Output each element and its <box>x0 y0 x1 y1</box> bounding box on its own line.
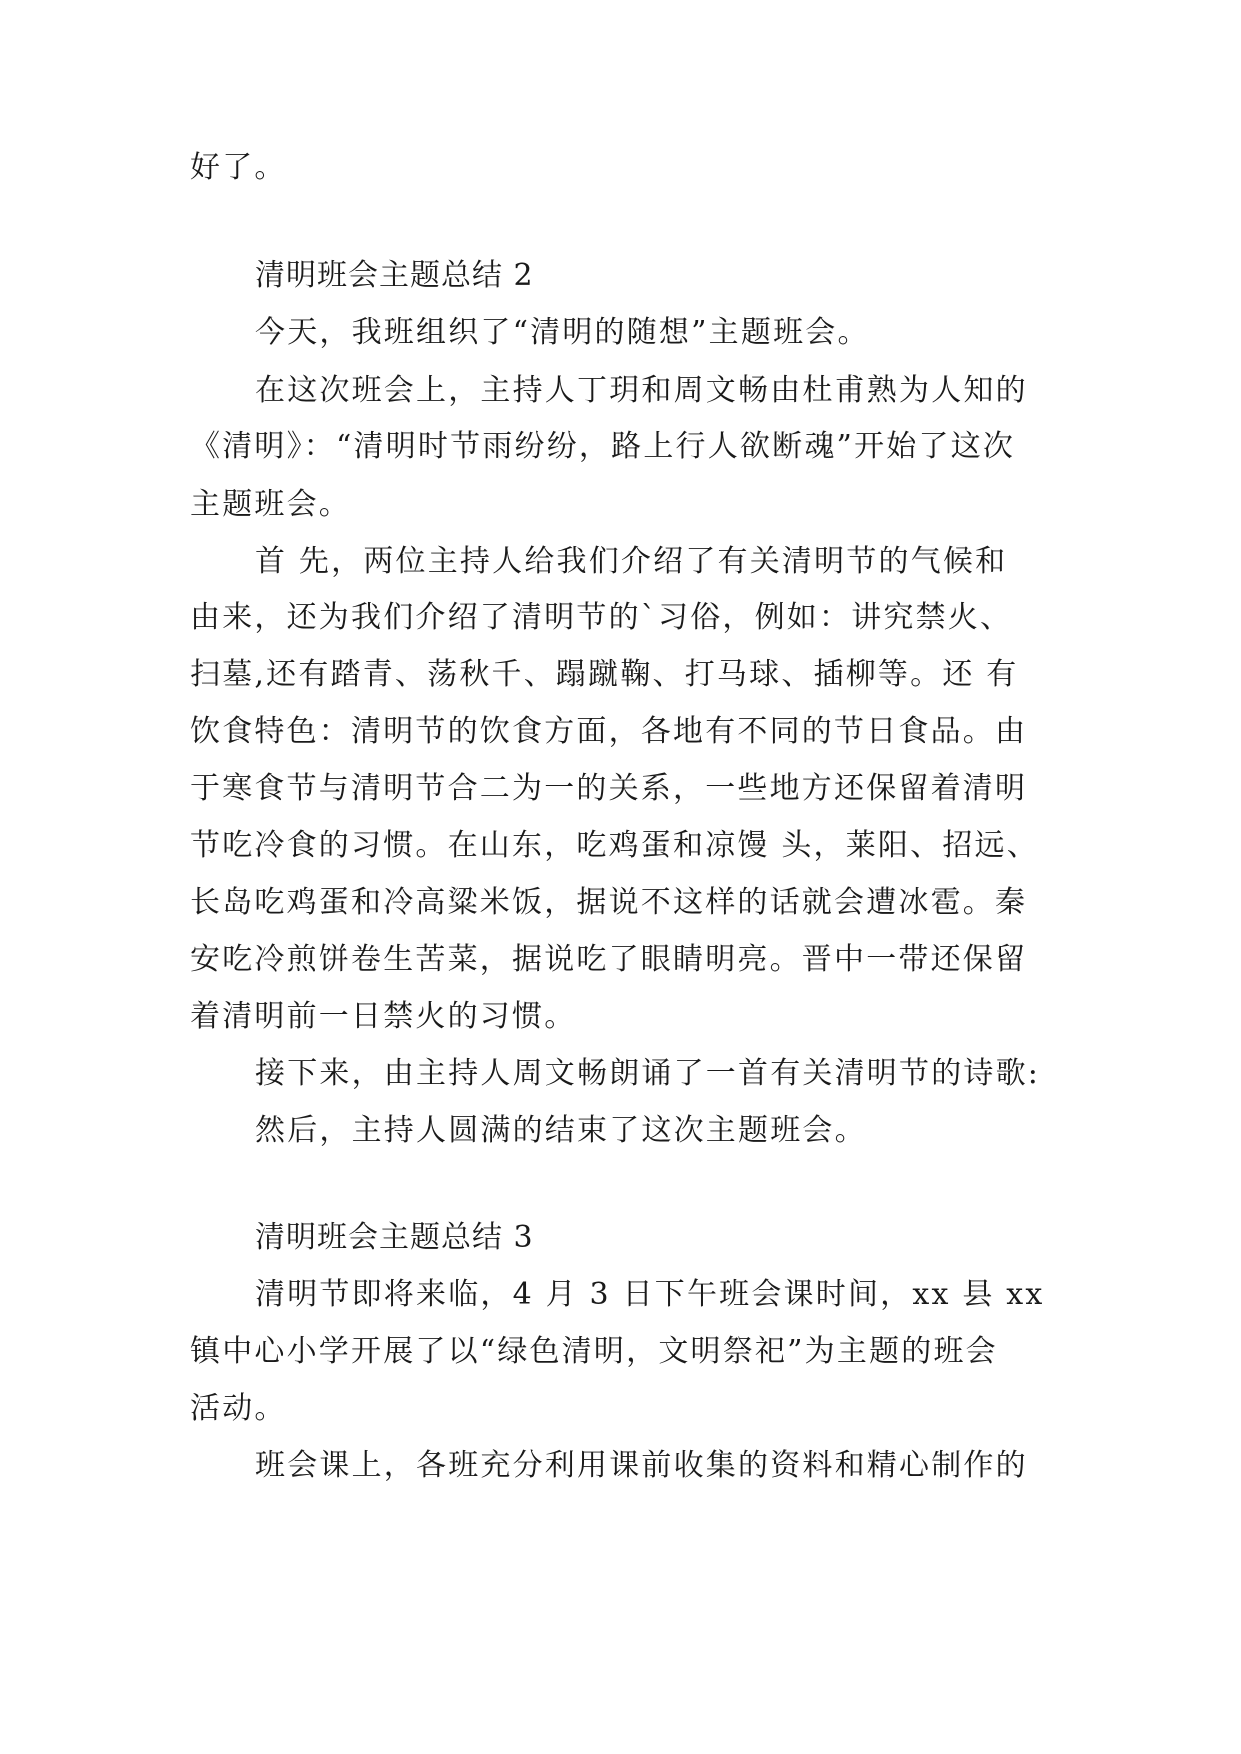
text-line: 活动。 <box>190 1391 287 1426</box>
text-line: 班会课上，各班充分利用课前收集的资料和精心制作的 <box>255 1448 1028 1483</box>
text-line: 接下来，由主持人周文畅朗诵了一首有关清明节的诗歌: <box>255 1056 1041 1091</box>
text-line: 节吃冷食的习惯。在山东，吃鸡蛋和凉馒 头，莱阳、招远、 <box>190 828 1039 863</box>
section-heading: 清明班会主题总结 2 <box>255 258 534 293</box>
text-line: 于寒食节与清明节合二为一的关系，一些地方还保留着清明 <box>190 771 1028 806</box>
text-line: 由来，还为我们介绍了清明节的`习俗，例如：讲究禁火、 <box>190 600 1013 635</box>
text-line: 然后，主持人圆满的结束了这次主题班会。 <box>255 1113 867 1148</box>
text-line: 《清明》：“清明时节雨纷纷，路上行人欲断魂”开始了这次 <box>190 429 1016 464</box>
text-line: 安吃冷煎饼卷生苦菜，据说吃了眼睛明亮。晋中一带还保留 <box>190 942 1028 977</box>
text-line: 长岛吃鸡蛋和冷高粱米饭，据说不这样的话就会遭冰雹。秦 <box>190 885 1028 920</box>
text-line: 主题班会。 <box>190 487 351 522</box>
text-line: 在这次班会上，主持人丁玥和周文畅由杜甫熟为人知的 <box>255 373 1028 408</box>
text-line: 着清明前一日禁火的习惯。 <box>190 999 577 1034</box>
text-line: 镇中心小学开展了以“绿色清明，文明祭祀”为主题的班会 <box>190 1334 998 1369</box>
text-line: 好了。 <box>190 150 287 185</box>
section-heading: 清明班会主题总结 3 <box>255 1220 534 1255</box>
text-line: 饮食特色：清明节的饮食方面，各地有不同的节日食品。由 <box>190 714 1028 749</box>
text-line: 今天，我班组织了“清明的随想”主题班会。 <box>255 315 870 350</box>
text-line: 首 先，两位主持人给我们介绍了有关清明节的气候和 <box>255 544 1008 579</box>
text-line: 清明节即将来临，4 月 3 日下午班会课时间，xx 县 xx <box>255 1277 1045 1312</box>
text-line: 扫墓,还有踏青、荡秋千、蹋蹴鞠、打马球、插柳等。还 有 <box>190 657 1019 692</box>
